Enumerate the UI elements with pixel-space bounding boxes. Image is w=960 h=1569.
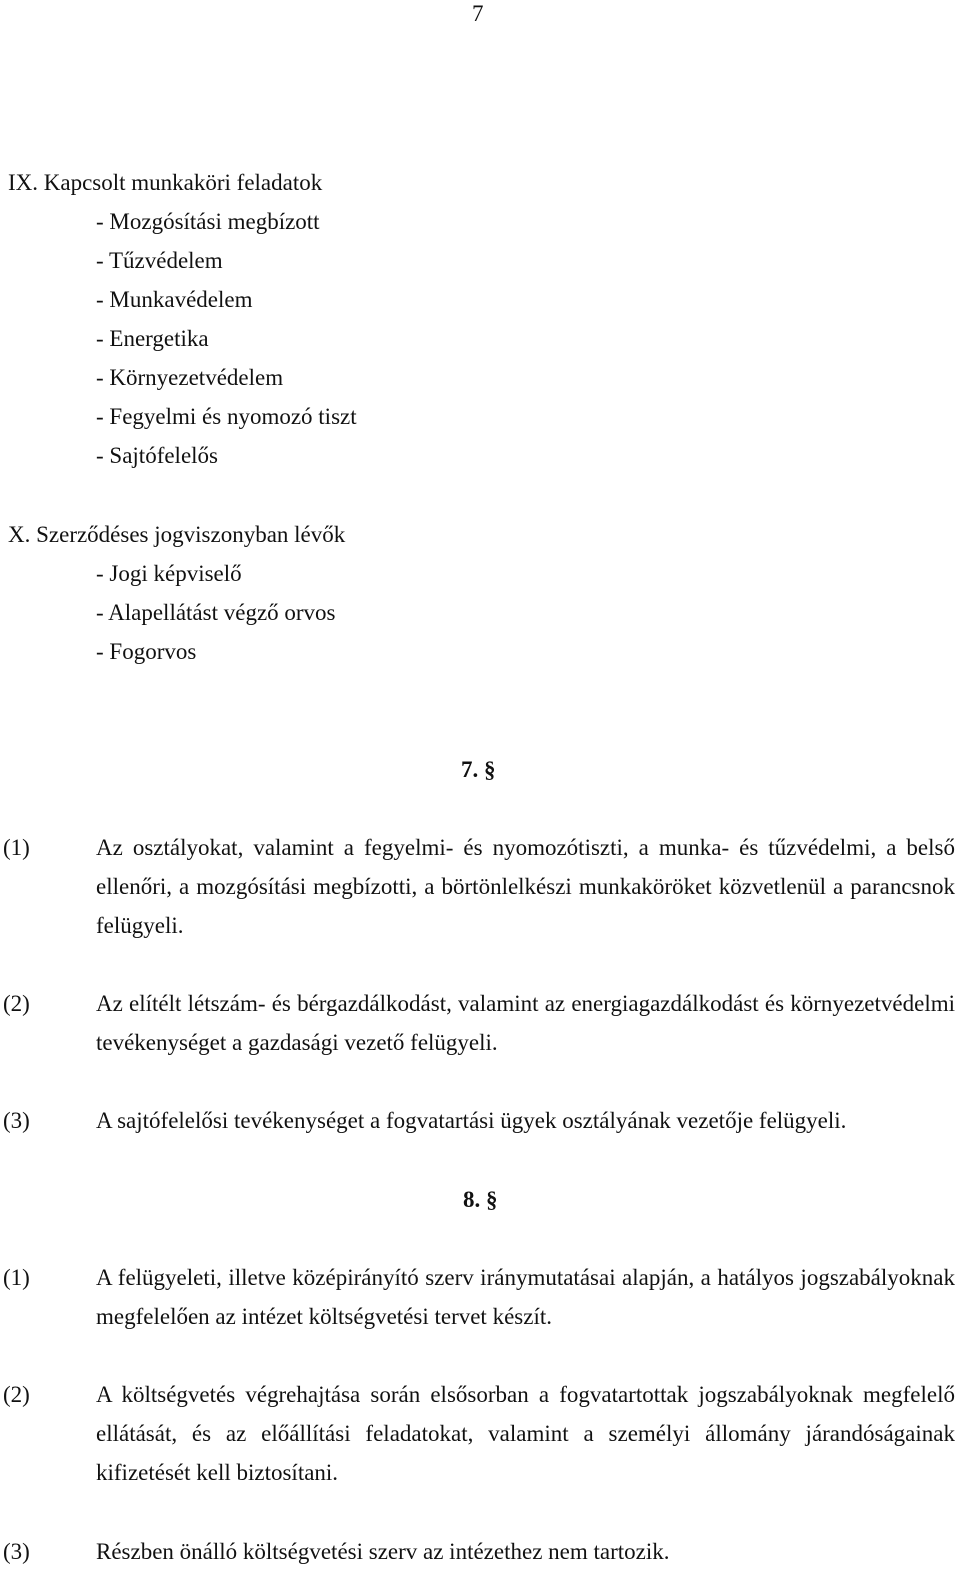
list-item: - Környezetvédelem xyxy=(96,365,284,390)
paragraph-text: Az elítélt létszám- és bérgazdálkodást, valamint az energiagazdálkodást és környezetvédelmi tevékenységet a gazdasági vezető felügyeli. xyxy=(96,991,955,1055)
paragraph-number: (1) xyxy=(3,835,30,860)
section-x-heading: X. Szerződéses jogviszonyban lévők xyxy=(8,522,346,547)
paragraph-text: A felügyeleti, illetve középirányító szerv iránymutatásai alapján, a hatályos jogszabályoknak megfelelően az intézet költségvetési tervet készít. xyxy=(96,1265,955,1329)
list-item: - Energetika xyxy=(96,326,209,351)
list-item: - Sajtófelelős xyxy=(96,443,218,468)
paragraph-text: A költségvetés végrehajtása során elsősorban a fogvatartottak jogszabályoknak megfelelő ellátását, és az előállítási feladatokat, valamint a személyi állomány járandóságainak kifizetését kell biztosítani. xyxy=(96,1382,955,1485)
paragraph-number: (3) xyxy=(3,1108,30,1133)
list-item: - Jogi képviselő xyxy=(96,561,242,586)
list-item: - Munkavédelem xyxy=(96,287,253,312)
list-item: - Tűzvédelem xyxy=(96,248,223,273)
paragraph-number: (2) xyxy=(3,1382,30,1407)
list-item: - Alapellátást végző orvos xyxy=(96,600,336,625)
paragraph-number: (1) xyxy=(3,1265,30,1290)
paragraph-number: (3) xyxy=(3,1539,30,1564)
list-item: - Mozgósítási megbízott xyxy=(96,209,320,234)
paragraph-text: Az osztályokat, valamint a fegyelmi- és nyomozótiszti, a munka- és tűzvédelmi, a belső ellenőri, a mozgósítási megbízotti, a börtönlelkészi munkaköröket közvetlenül a parancsnok felügyeli. xyxy=(96,835,955,938)
section-7-title: 7. § xyxy=(461,757,496,782)
paragraph-text: A sajtófelelősi tevékenységet a fogvatartási ügyek osztályának vezetője felügyeli. xyxy=(96,1108,847,1133)
list-item: - Fogorvos xyxy=(96,639,197,664)
paragraph-text: Részben önálló költségvetési szerv az intézethez nem tartozik. xyxy=(96,1539,670,1564)
section-8-title: 8. § xyxy=(463,1187,498,1212)
paragraph-number: (2) xyxy=(3,991,30,1016)
list-item: - Fegyelmi és nyomozó tiszt xyxy=(96,404,357,429)
page-number: 7 xyxy=(472,1,484,26)
section-ix-heading: IX. Kapcsolt munkaköri feladatok xyxy=(8,170,323,195)
